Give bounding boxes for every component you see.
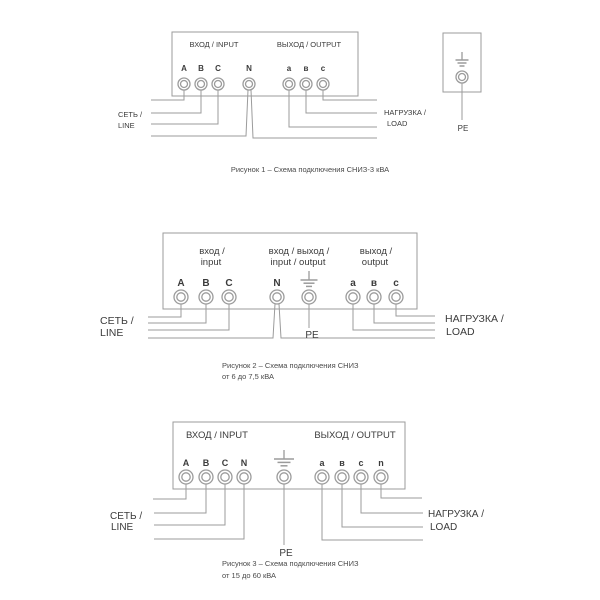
terminal-output-v (335, 458, 349, 484)
terminal-label: C (225, 278, 233, 289)
output-header: ВЫХОД / OUTPUT (314, 430, 396, 441)
wire-load-a (353, 304, 435, 330)
load-label-en: LOAD (446, 326, 475, 338)
terminal-label: N (240, 458, 248, 468)
terminal-neutral-N (270, 278, 284, 304)
wire-line-A (151, 90, 184, 100)
load-label-ru: НАГРУЗКА / (428, 509, 484, 520)
terminal-inner-ring (202, 293, 210, 301)
terminal-label: B (202, 278, 210, 289)
wire-line-A (153, 484, 186, 499)
terminal-label: C (221, 458, 229, 468)
terminal-input-C (218, 458, 232, 484)
terminal-label: N (273, 278, 281, 289)
terminal-inner-ring (273, 293, 281, 301)
terminal-pe (277, 470, 291, 484)
terminal-label: с (393, 278, 399, 289)
terminal-inner-ring (370, 293, 378, 301)
terminal-label: а (350, 278, 356, 289)
terminal-output-v (367, 278, 381, 304)
terminal-label: в (339, 458, 345, 468)
terminal-label: n (378, 458, 384, 468)
load-label-en: LOAD (387, 119, 408, 128)
terminal-inner-ring (240, 473, 248, 481)
wire-line-B (148, 304, 206, 323)
wire-load-s (323, 90, 377, 100)
pe-label: PE (279, 548, 293, 559)
terminal-label: A (177, 278, 185, 289)
terminal-label: а (286, 64, 292, 73)
terminal-output-v (300, 64, 312, 90)
terminal-input-A (179, 458, 193, 484)
terminal-pe (302, 290, 316, 304)
load-label-en: LOAD (430, 522, 458, 533)
terminal-neutral-N (243, 64, 255, 90)
wire-load-v (374, 304, 435, 323)
wire-load-s (396, 304, 435, 316)
caption-line-2: от 15 до 60 кВА (222, 571, 277, 580)
input-header: ВХОД / INPUT (186, 430, 248, 441)
input-header-ru: вход / (199, 246, 225, 257)
terminal-inner-ring (202, 473, 210, 481)
line-label-en: LINE (111, 522, 134, 533)
wire-load-n (381, 484, 422, 498)
terminal-output-a (283, 64, 295, 90)
terminal-label: с (358, 458, 364, 468)
input-header: ВХОД / INPUT (189, 40, 239, 49)
terminal-inner-ring (246, 81, 253, 88)
terminal-label: а (319, 458, 325, 468)
terminal-output-s (317, 64, 329, 90)
terminal-inner-ring (181, 81, 188, 88)
terminal-inner-ring (286, 81, 293, 88)
wire-line-N (154, 484, 244, 539)
wire-load-a (322, 484, 423, 540)
terminal-input-B (195, 64, 207, 90)
caption-line-1: Рисунок 3 – Схема подключения СНИЗ (222, 559, 359, 568)
output-header-en: output (361, 257, 389, 268)
terminal-inner-ring (392, 293, 400, 301)
terminal-input-C (212, 64, 224, 90)
terminal-inner-ring (320, 81, 327, 88)
output-header: ВЫХОД / OUTPUT (276, 40, 342, 49)
terminal-input-A (174, 278, 188, 304)
terminal-input-B (199, 458, 213, 484)
terminal-label: в (303, 64, 309, 73)
neutral-header-en: input / output (270, 257, 326, 268)
terminal-label: N (246, 64, 252, 73)
terminal-label: B (202, 458, 210, 468)
figure-3-sniz-15-60kva (110, 422, 484, 580)
line-label-en: LINE (118, 121, 135, 130)
line-label-ru: СЕТЬ / (100, 315, 134, 327)
wire-load-v (306, 90, 377, 113)
terminal-inner-ring (459, 74, 466, 81)
terminal-pe (456, 71, 468, 83)
wire-line-A (148, 304, 181, 317)
terminal-input-A (178, 64, 190, 90)
terminal-inner-ring (349, 293, 357, 301)
wire-load-N (251, 90, 377, 138)
terminal-output-s (389, 278, 403, 304)
terminal-label: в (370, 278, 378, 289)
terminal-inner-ring (318, 473, 326, 481)
terminal-inner-ring (280, 473, 288, 481)
ground-symbol (301, 271, 318, 286)
terminal-label: A (181, 64, 187, 73)
terminal-output-a (315, 458, 329, 484)
output-header-ru: выход / (359, 246, 393, 257)
caption-line-2: от 6 до 7,5 кВА (222, 372, 274, 381)
terminal-label: C (215, 64, 221, 73)
terminal-inner-ring (377, 473, 385, 481)
pe-label: PE (457, 124, 469, 133)
caption: Рисунок 1 – Схема подключения СНИЗ-3 кВА (230, 165, 390, 174)
terminal-inner-ring (357, 473, 365, 481)
wire-line-C (154, 484, 225, 525)
terminal-inner-ring (305, 293, 313, 301)
pe-label: PE (305, 330, 319, 341)
ground-symbol (274, 450, 294, 466)
terminal-inner-ring (338, 473, 346, 481)
terminal-inner-ring (177, 293, 185, 301)
line-label-ru: СЕТЬ / (118, 110, 143, 119)
load-label-ru: НАГРУЗКА / (445, 313, 504, 325)
wire-load-v (342, 484, 423, 527)
terminal-output-s (354, 458, 368, 484)
terminal-inner-ring (221, 473, 229, 481)
terminal-inner-ring (225, 293, 233, 301)
terminal-label: B (198, 64, 204, 73)
terminal-inner-ring (182, 473, 190, 481)
terminal-inner-ring (303, 81, 310, 88)
load-label-ru: НАГРУЗКА / (384, 108, 426, 117)
wire-line-B (151, 90, 201, 113)
terminal-inner-ring (198, 81, 205, 88)
terminal-label: A (182, 458, 190, 468)
terminal-label: с (320, 64, 326, 73)
terminal-inner-ring (215, 81, 222, 88)
neutral-header-ru: вход / выход / (268, 246, 330, 257)
caption-line-1: Рисунок 2 – Схема подключения СНИЗ (222, 361, 359, 370)
terminal-input-B (199, 278, 213, 304)
ground-symbol (456, 52, 469, 66)
line-label-en: LINE (100, 327, 124, 339)
terminal-input-C (222, 278, 236, 304)
terminal-input-N (237, 458, 251, 484)
terminal-output-a (346, 278, 360, 304)
input-header-en: input (200, 257, 222, 268)
terminal-output-n (374, 458, 388, 484)
figure-2-sniz-6-7kva (100, 233, 504, 381)
figure-1-sniz-3kva (118, 32, 481, 174)
line-label-ru: СЕТЬ / (110, 511, 143, 522)
